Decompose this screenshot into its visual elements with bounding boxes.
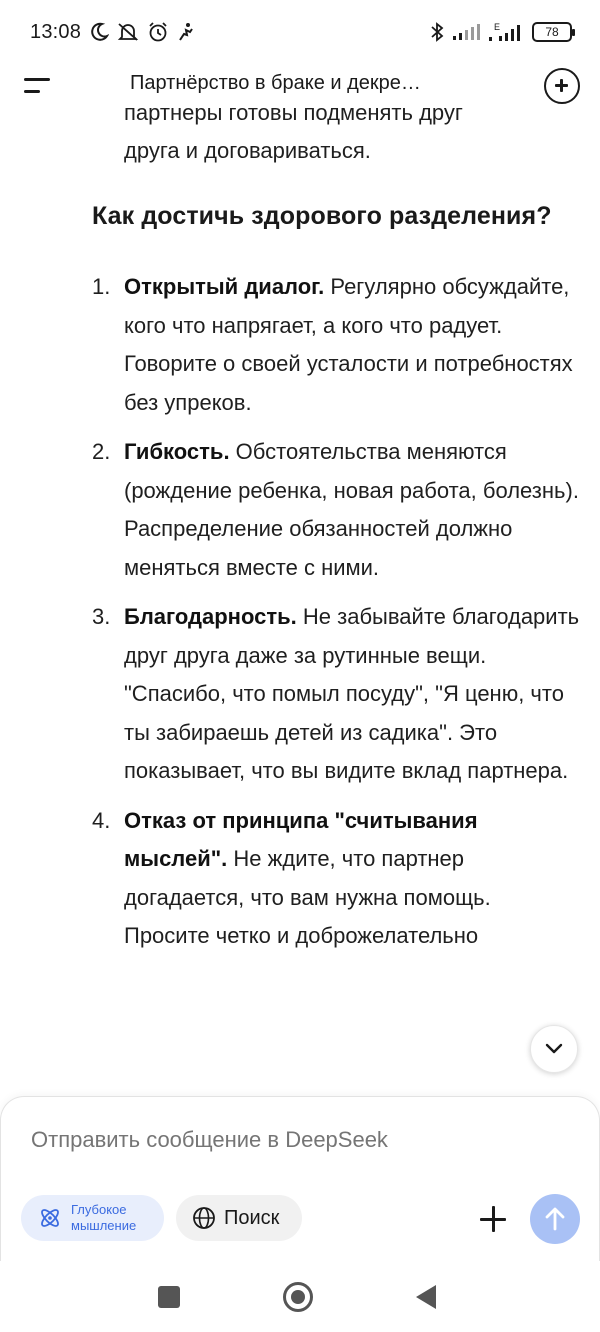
- section-heading: Как достичь здорового разделения?: [92, 202, 552, 230]
- list-item-text: [124, 802, 582, 956]
- chat-title[interactable]: Партнёрство в браке и декре…: [130, 72, 421, 94]
- deep-think-line1: Глубокое: [71, 1202, 127, 1217]
- chat-content[interactable]: [0, 108, 600, 1098]
- signal-icon: [452, 23, 480, 41]
- back-icon[interactable]: [416, 1285, 436, 1309]
- list-item-body: Обстоятельства меняются (рождение ребенка, новая работа, болезнь). Распределение обязанностей должно меняться вместе с ними.: [124, 439, 579, 580]
- list-item: [92, 802, 582, 956]
- new-chat-icon[interactable]: [544, 68, 580, 104]
- svg-text:E: E: [494, 22, 501, 32]
- status-right: [430, 22, 572, 42]
- list-number: 4.: [92, 807, 111, 833]
- list-number: 2.: [92, 439, 111, 464]
- previous-text: друга и договариваться.: [124, 138, 371, 163]
- status-bar: [0, 0, 600, 64]
- deep-think-label: [71, 1202, 136, 1234]
- chevron-down-icon: [544, 1043, 564, 1055]
- numbered-list: [92, 268, 582, 967]
- send-button[interactable]: [530, 1194, 580, 1244]
- app-header: [0, 64, 600, 108]
- partial-text-line: партнеры готовы подменять друг: [124, 108, 463, 125]
- list-item-text: [124, 433, 582, 587]
- message-input[interactable]: [31, 1127, 511, 1153]
- atom-icon: [37, 1205, 63, 1231]
- moon-icon: [89, 22, 109, 42]
- status-time: 13:08: [30, 20, 82, 43]
- list-item: [92, 268, 582, 422]
- globe-icon: [192, 1206, 216, 1230]
- deep-think-line2: мышление: [71, 1218, 137, 1233]
- home-icon[interactable]: [283, 1282, 313, 1312]
- recent-apps-icon[interactable]: [158, 1286, 180, 1308]
- list-item: [92, 433, 582, 587]
- scroll-down-button[interactable]: [530, 1025, 578, 1073]
- menu-icon[interactable]: [22, 72, 54, 100]
- muted-bell-icon: [117, 22, 139, 42]
- status-left: [30, 21, 195, 44]
- list-item-bold: Открытый диалог.: [124, 274, 325, 299]
- search-label: Поиск: [224, 1206, 280, 1229]
- deep-think-button[interactable]: [21, 1195, 164, 1241]
- list-item-body: Не ждите, что партнер догадается, что вам нужна помощь. Просите четко и доброжелательно: [124, 846, 491, 948]
- alarm-icon: [147, 21, 169, 43]
- arrow-up-icon: [543, 1206, 567, 1232]
- activity-icon: [177, 22, 195, 42]
- list-item-bold: Отказ от принципа "считывания мыслей".: [124, 807, 478, 871]
- list-item-bold: Гибкость.: [124, 439, 230, 464]
- list-item: [92, 598, 582, 791]
- list-number: 3.: [92, 604, 111, 629]
- list-item-body: Не забывайте благодарить друг друга даже за рутинные вещи. "Спасибо, что помыл посуду", "Я ценю, что ты забираешь детей из садика". Это показывает, что вы видите вклад партнера.: [124, 604, 580, 783]
- bluetooth-icon: [430, 22, 444, 42]
- list-item-bold: Благодарность.: [124, 604, 297, 629]
- message-composer: [0, 1096, 600, 1261]
- add-attachment-icon[interactable]: [477, 1203, 509, 1235]
- list-number: 1.: [92, 274, 111, 299]
- list-item-text: [124, 268, 582, 422]
- battery-indicator: [532, 22, 572, 42]
- list-item-text: [124, 598, 582, 791]
- battery-level: 78: [545, 25, 559, 39]
- signal-e-icon: [488, 22, 524, 42]
- list-item-body: Регулярно обсуждайте, кого что напрягает, а кого что радует. Говорите о своей усталости и потребностях без упреков.: [124, 274, 573, 415]
- search-button[interactable]: [176, 1195, 302, 1241]
- system-nav-bar: [0, 1261, 600, 1332]
